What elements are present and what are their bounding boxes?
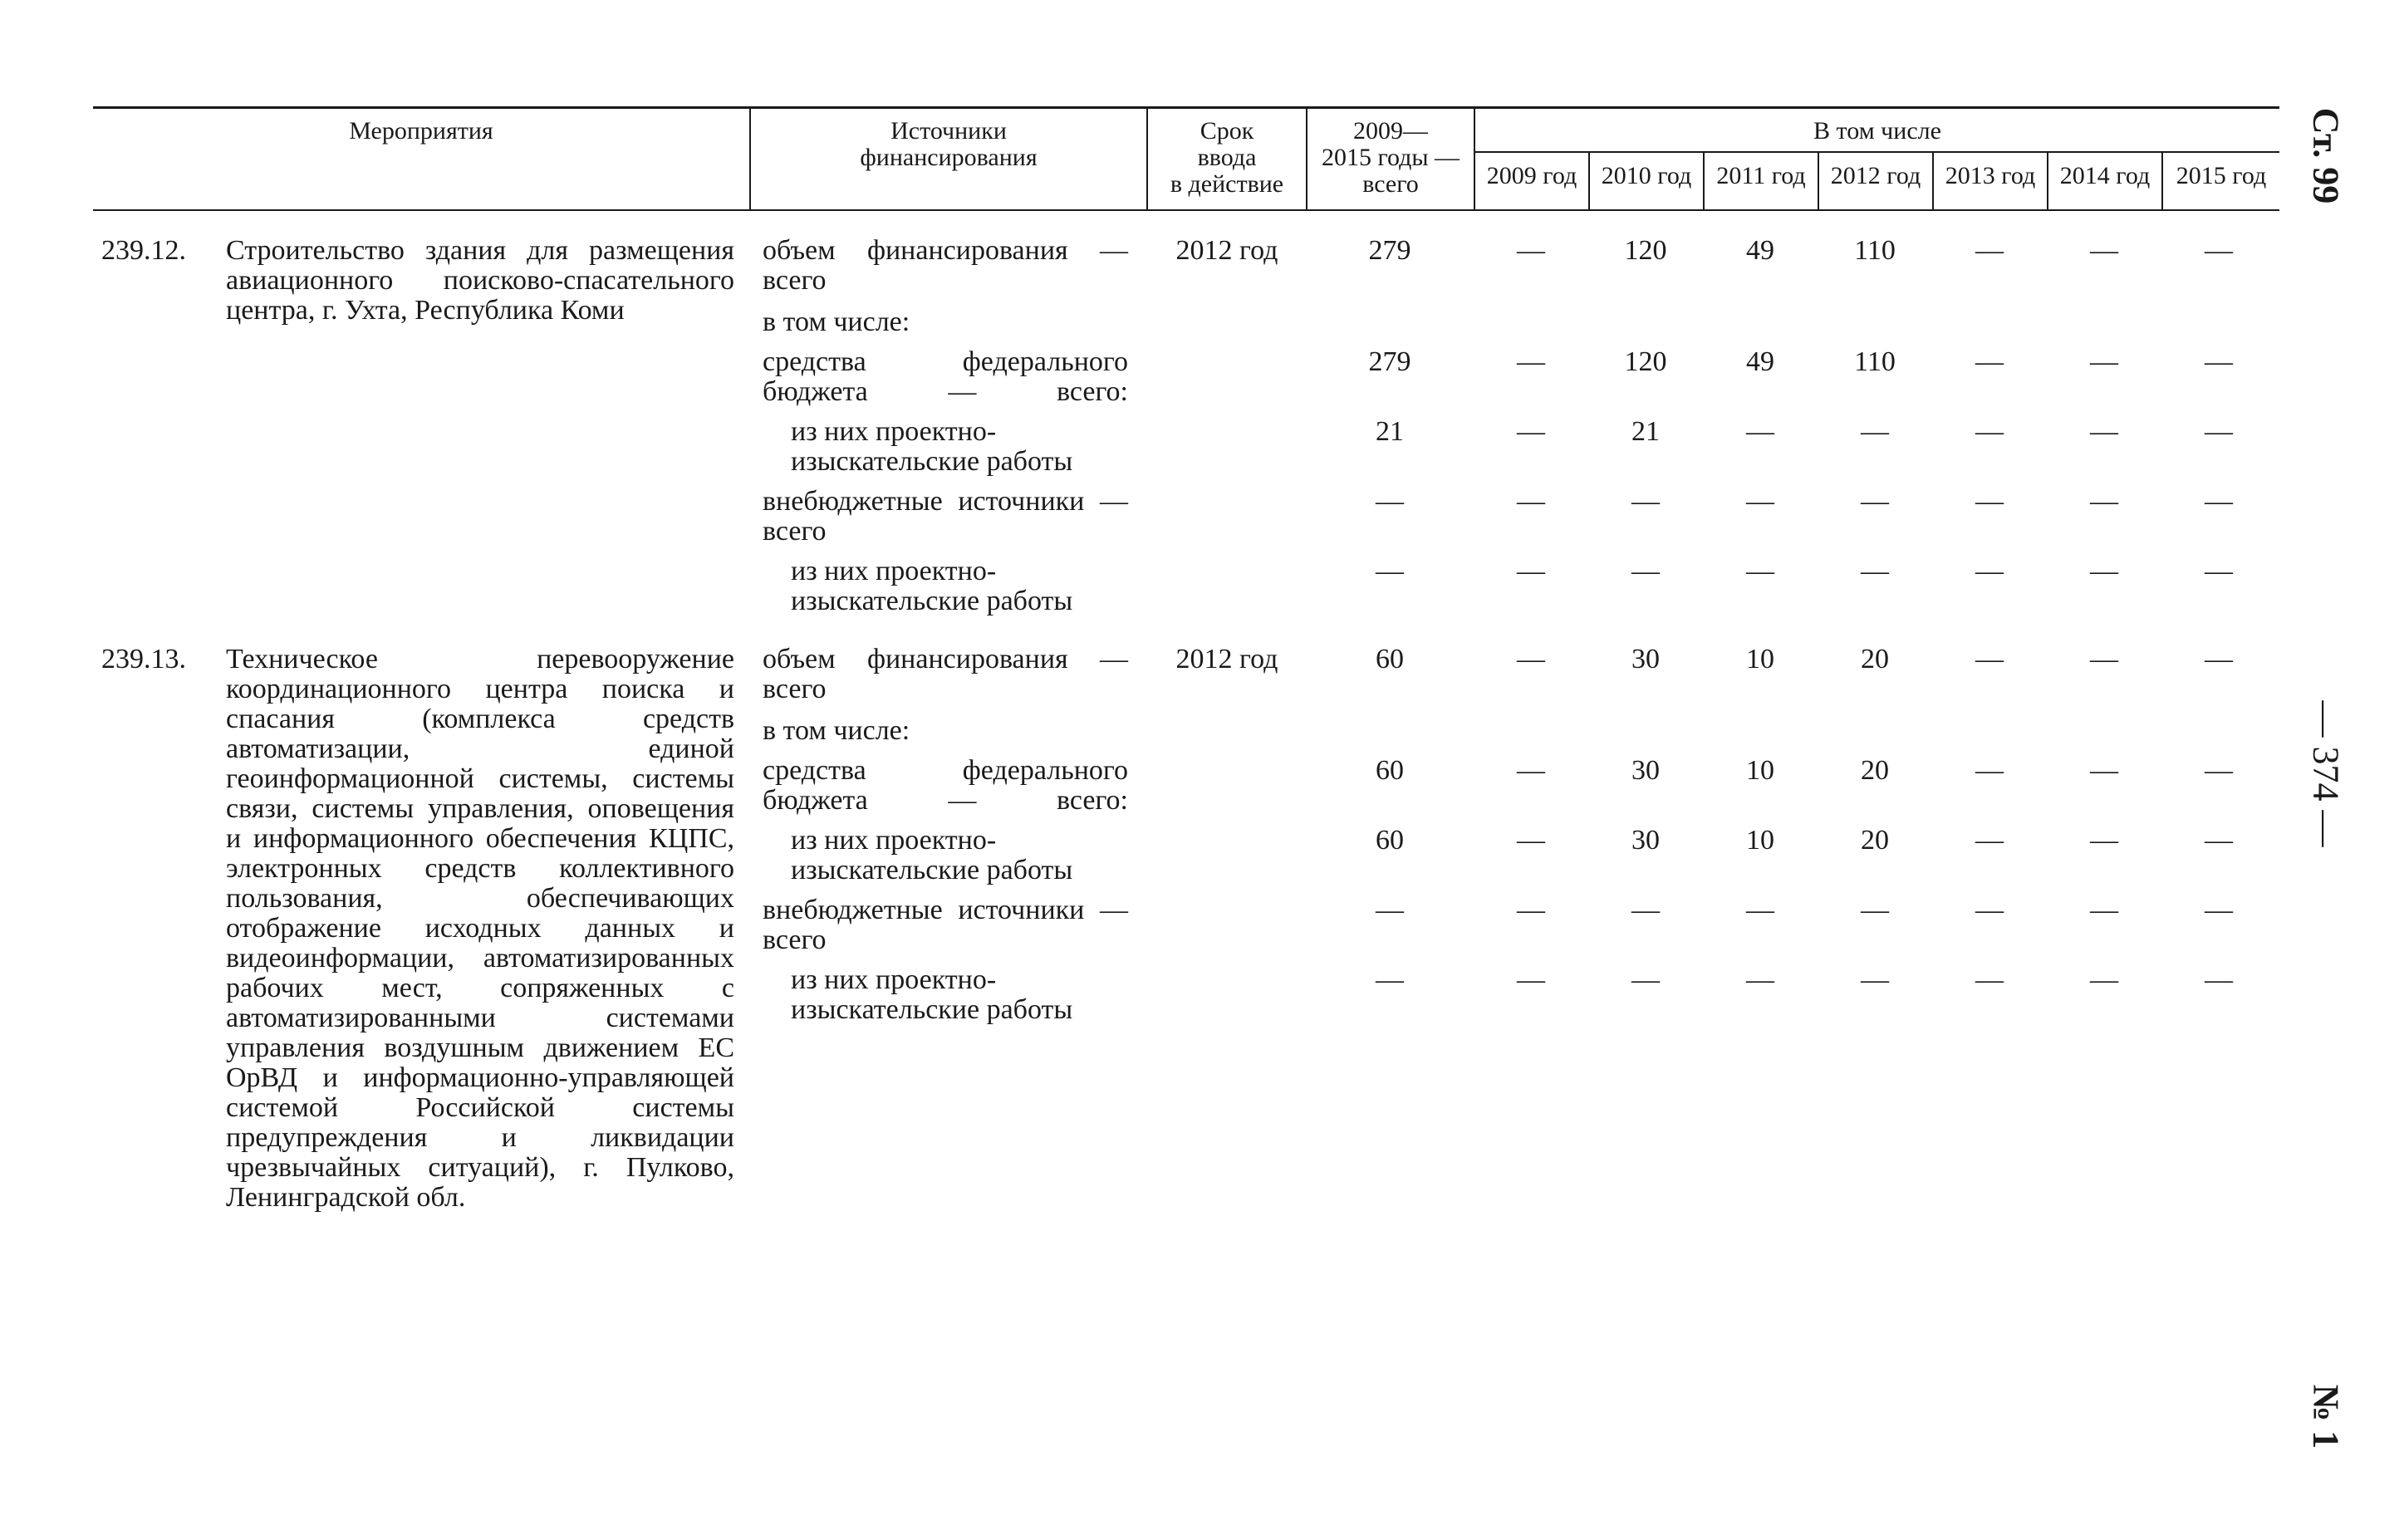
entry-number: 239.12. <box>101 235 186 266</box>
header-year-2011: 2011 год <box>1716 162 1806 189</box>
value-cell: — <box>1746 556 1774 586</box>
value-cell: — <box>1746 895 1774 925</box>
value-cell: — <box>1517 235 1545 266</box>
source-extrabudget: внебюджетные источники — всего <box>763 895 1128 955</box>
value-cell: 120 <box>1624 235 1667 266</box>
value-cell: 110 <box>1854 235 1896 266</box>
value-cell: — <box>1975 895 2004 925</box>
value-cell: 49 <box>1746 235 1774 266</box>
years-group-rule <box>1474 151 2279 153</box>
value-cell: — <box>1376 556 1404 586</box>
value-cell: — <box>2205 235 2233 266</box>
entry-term: 2012 год <box>1175 235 1278 266</box>
table-top-rule <box>93 106 2279 109</box>
source-design-works: из них проектно-изыскательские работы <box>791 416 1073 477</box>
source-design-works: из них проектно-изыскательские работы <box>791 825 1073 885</box>
source-design-works: из них проектно-изыскательские работы <box>791 556 1073 616</box>
value-cell: — <box>2090 895 2118 925</box>
side-page-reference: Ст. 99 <box>2305 107 2347 204</box>
value-cell: — <box>2205 486 2233 517</box>
value-cell: — <box>1861 964 1889 995</box>
header-sources: Источники финансирования <box>860 117 1038 171</box>
value-cell: 10 <box>1746 644 1774 674</box>
value-cell: — <box>2205 825 2233 856</box>
value-cell: — <box>2090 486 2118 517</box>
value-cell: 60 <box>1376 755 1404 786</box>
value-cell: — <box>1975 346 2004 377</box>
entry-term: 2012 год <box>1175 644 1278 674</box>
value-cell: 279 <box>1368 346 1411 377</box>
value-cell: 21 <box>1631 416 1660 447</box>
value-cell: — <box>1631 486 1660 517</box>
value-cell: — <box>1631 895 1660 925</box>
side-issue-number: № 1 <box>2305 1384 2347 1449</box>
value-cell: — <box>1631 556 1660 586</box>
source-federal: средства федерального бюджета — всего: <box>763 755 1128 816</box>
value-cell: 110 <box>1854 346 1896 377</box>
value-cell: — <box>2205 644 2233 674</box>
value-cell: — <box>2205 895 2233 925</box>
value-cell: — <box>1517 346 1545 377</box>
value-cell: 30 <box>1631 755 1660 786</box>
value-cell: — <box>1517 556 1545 586</box>
value-cell: 60 <box>1376 825 1404 856</box>
value-cell: 10 <box>1746 755 1774 786</box>
entry-description: Техническое перевооружение координационного центра поиска и спасания (комплекса средств автоматизации, единой геоинформационной системы, системы связи, системы управления, оповещения и информационного обеспечения КЦПС, электронных средств коллективного пользования, обеспечивающих отображение исходных данных и видеоинформации, автоматизированных рабочих мест, сопряженных с автоматизированными системами управления воздушным движением ЕС ОрВД и информационно-управляющей системой Российской системы предупреждения и ликвидации чрезвычайных ситуаций), г. Пулково, Ленинградской обл. <box>226 644 734 1213</box>
value-cell: — <box>2090 416 2118 447</box>
header-term: Срок ввода в действие <box>1170 117 1284 198</box>
header-total: 2009— 2015 годы — всего <box>1321 117 1460 198</box>
source-design-works: из них проектно-изыскательские работы <box>791 964 1073 1025</box>
source-including: в том числе: <box>763 715 910 746</box>
value-cell: 21 <box>1376 416 1404 447</box>
value-cell: — <box>2090 964 2118 995</box>
value-cell: — <box>1975 486 2004 517</box>
value-cell: — <box>1975 235 2004 266</box>
value-cell: — <box>1861 416 1889 447</box>
value-cell: 30 <box>1631 825 1660 856</box>
value-cell: — <box>1517 755 1545 786</box>
value-cell: — <box>1975 556 2004 586</box>
value-cell: 49 <box>1746 346 1774 377</box>
value-cell: — <box>1861 556 1889 586</box>
header-year-2009: 2009 год <box>1486 162 1577 189</box>
source-extrabudget: внебюджетные источники — всего <box>763 486 1128 547</box>
source-federal: средства федерального бюджета — всего: <box>763 346 1128 407</box>
value-cell: — <box>1861 486 1889 517</box>
value-cell: — <box>1517 644 1545 674</box>
value-cell: — <box>1975 825 2004 856</box>
value-cell: — <box>1376 895 1404 925</box>
value-cell: — <box>1975 755 2004 786</box>
value-cell: — <box>2090 346 2118 377</box>
value-cell: — <box>2205 556 2233 586</box>
value-cell: — <box>1861 895 1889 925</box>
value-cell: — <box>2090 644 2118 674</box>
value-cell: — <box>2090 755 2118 786</box>
value-cell: 10 <box>1746 825 1774 856</box>
value-cell: — <box>1975 644 2004 674</box>
source-total: объем финансирования — всего <box>763 644 1128 704</box>
header-including: В том числе <box>1813 117 1941 145</box>
header-year-2015: 2015 год <box>2176 162 2267 189</box>
value-cell: — <box>2205 416 2233 447</box>
header-events: Мероприятия <box>349 117 493 145</box>
header-year-2013: 2013 год <box>1945 162 2036 189</box>
value-cell: — <box>1517 825 1545 856</box>
value-cell: 20 <box>1861 755 1889 786</box>
value-cell: — <box>2090 556 2118 586</box>
value-cell: — <box>1376 964 1404 995</box>
value-cell: — <box>1975 416 2004 447</box>
source-total: объем финансирования — всего <box>763 235 1128 296</box>
value-cell: 120 <box>1624 346 1667 377</box>
header-year-2010: 2010 год <box>1601 162 1692 189</box>
value-cell: 30 <box>1631 644 1660 674</box>
value-cell: — <box>1517 416 1545 447</box>
table-header-bottom-rule <box>93 209 2279 211</box>
value-cell: — <box>1517 486 1545 517</box>
value-cell: — <box>1746 416 1774 447</box>
entry-description: Строительство здания для размещения авиационного поисково-спасательного центра, г. Ухта, Республика Коми <box>226 235 734 326</box>
value-cell: 20 <box>1861 825 1889 856</box>
value-cell: — <box>1746 964 1774 995</box>
value-cell: — <box>2205 755 2233 786</box>
header-year-2012: 2012 год <box>1830 162 1921 189</box>
header-year-2014: 2014 год <box>2059 162 2151 189</box>
value-cell: — <box>1631 964 1660 995</box>
value-cell: — <box>1517 964 1545 995</box>
value-cell: — <box>2205 964 2233 995</box>
value-cell: — <box>1517 895 1545 925</box>
value-cell: — <box>1746 486 1774 517</box>
source-including: в том числе: <box>763 307 910 337</box>
value-cell: — <box>1975 964 2004 995</box>
value-cell: 60 <box>1376 644 1404 674</box>
value-cell: — <box>2205 346 2233 377</box>
value-cell: — <box>1376 486 1404 517</box>
value-cell: 279 <box>1368 235 1411 266</box>
entry-number: 239.13. <box>101 644 186 674</box>
value-cell: — <box>2090 235 2118 266</box>
value-cell: — <box>2090 825 2118 856</box>
value-cell: 20 <box>1861 644 1889 674</box>
side-page-number: — 374 — <box>2305 700 2347 847</box>
